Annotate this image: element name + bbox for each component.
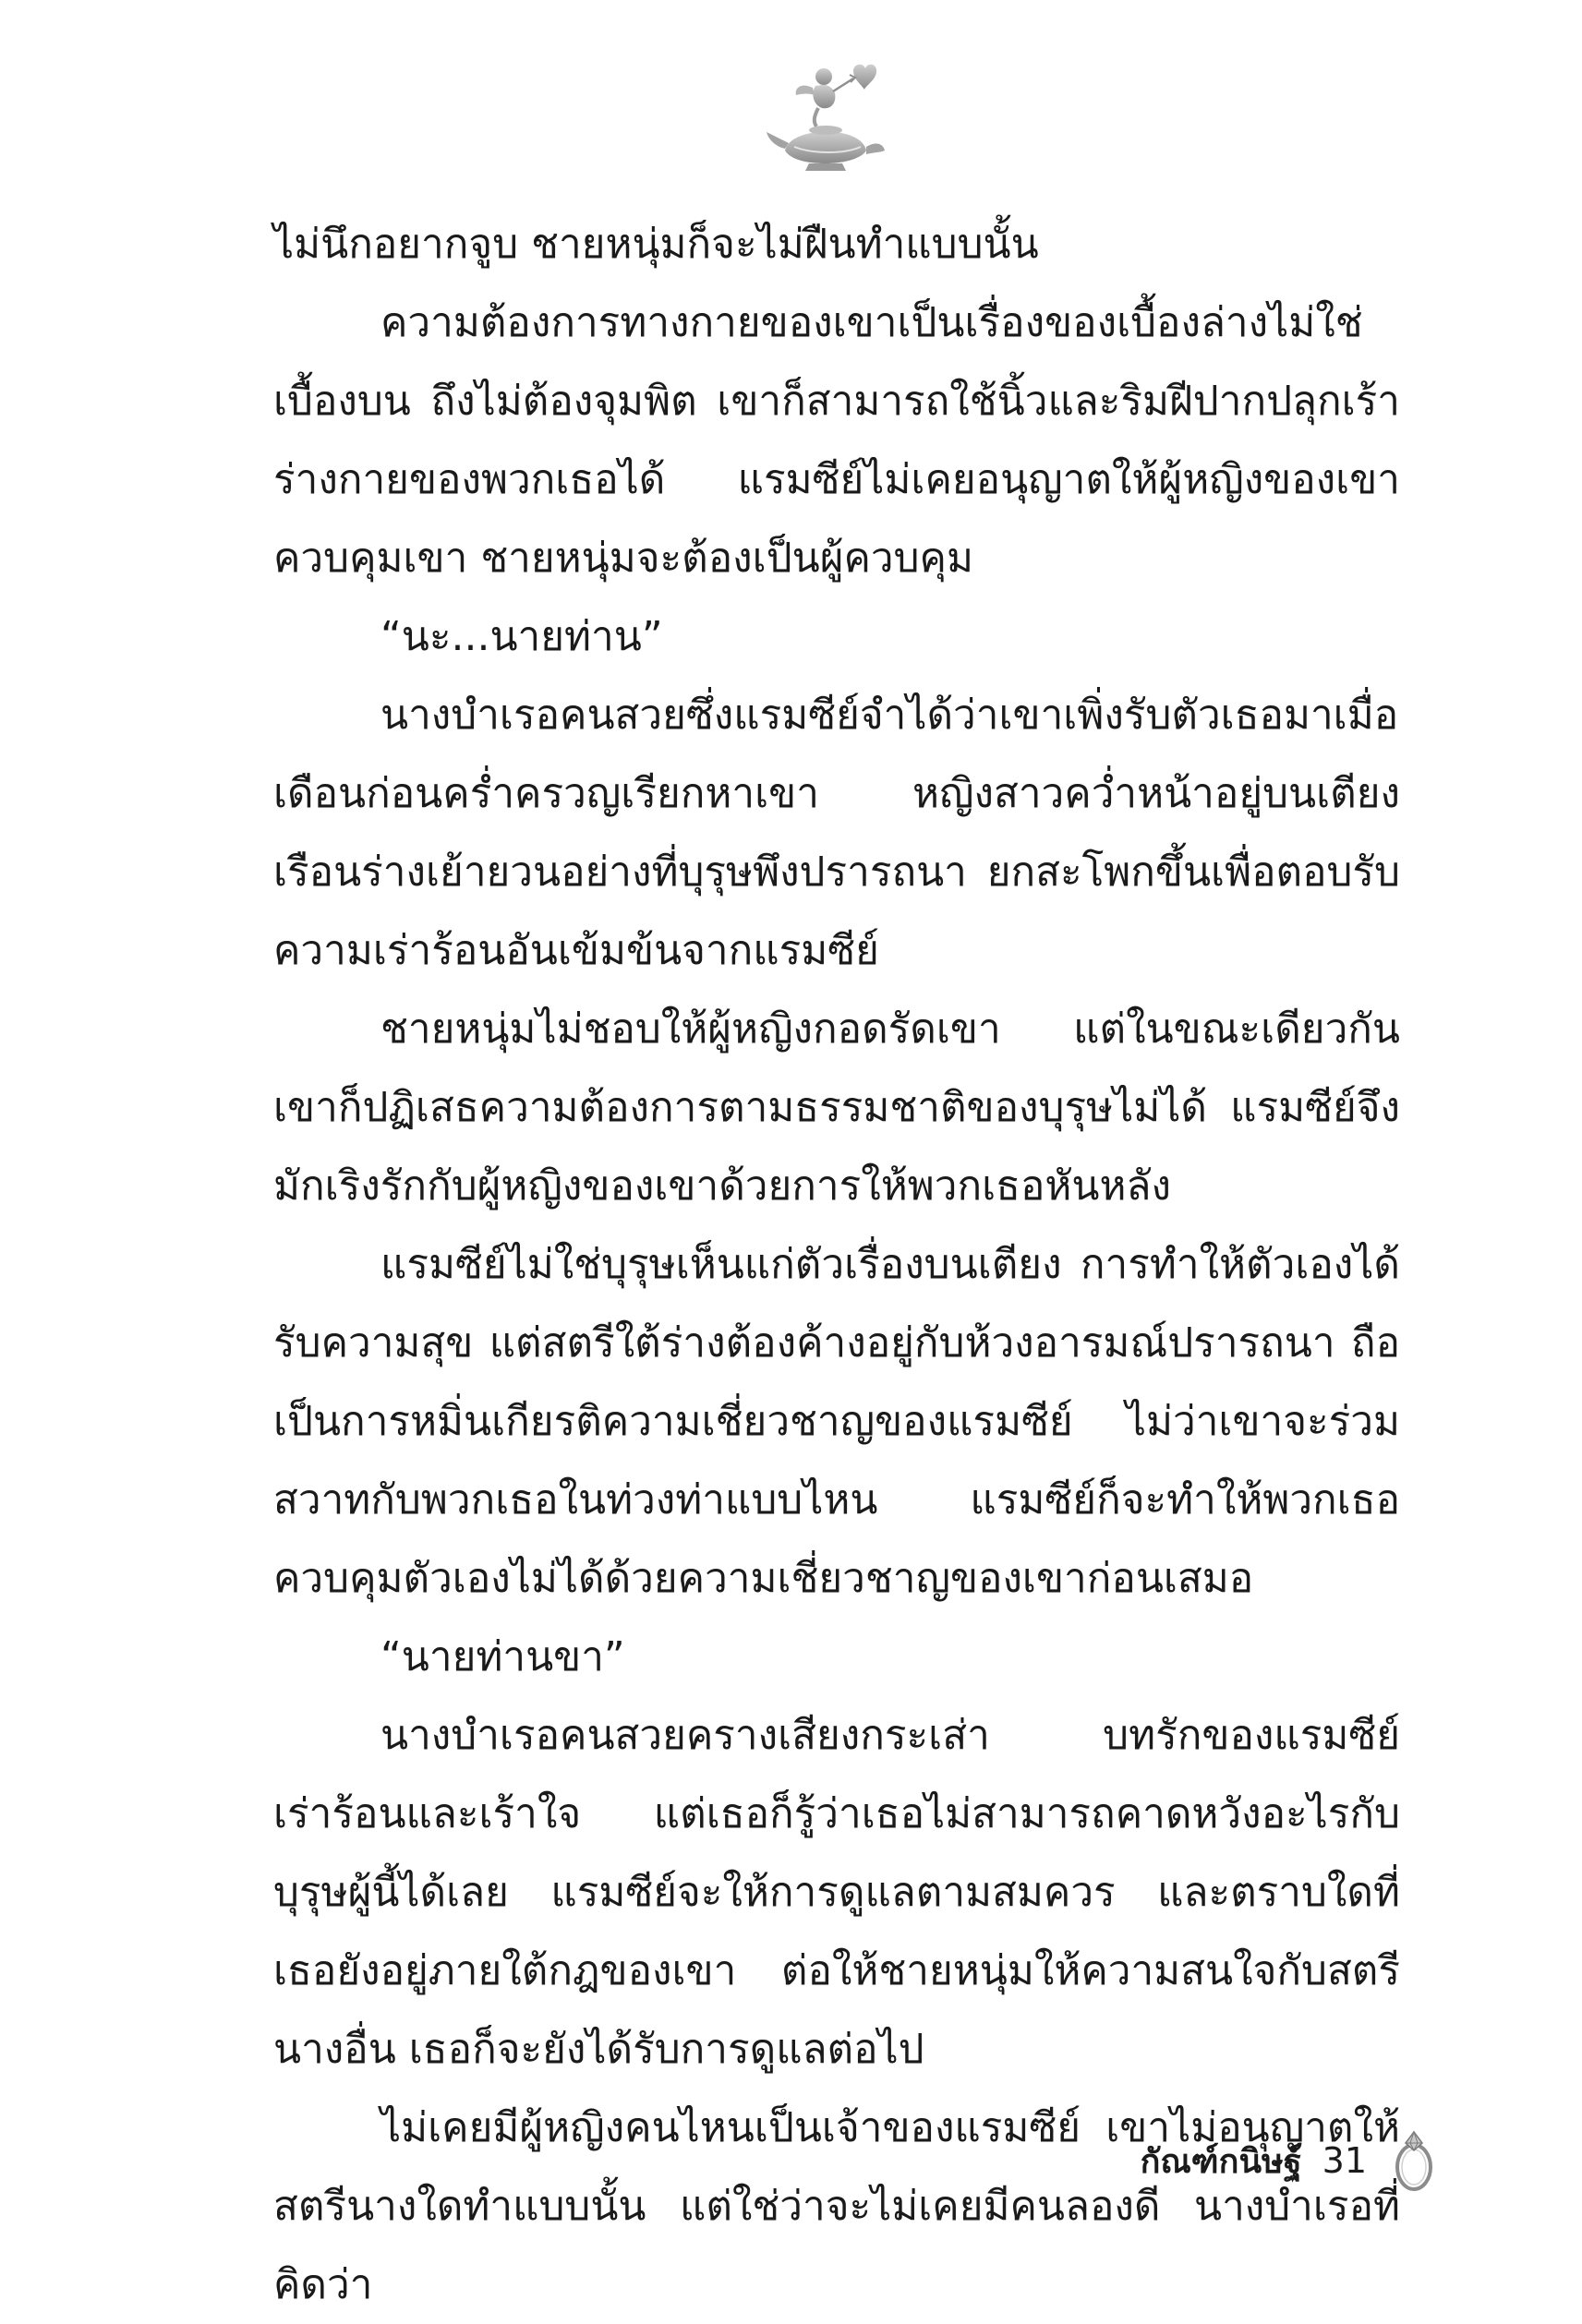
diamond-ring-icon [1387,2128,1441,2193]
paragraph: ชายหนุ่มไม่ชอบให้ผู้หญิงกอดรัดเขา แต่ในขณะเดียวกันเขาก็ปฏิเสธความต้องการตามธรรมชาติของบุรุษไม่ได้ แรมซีย์จึงมักเริงรักกับผู้หญิงของเขาด้วยการให้พวกเธอหันหลัง [273,1005,1400,1210]
paragraph: “นายท่านขา” [380,1633,625,1680]
paragraph: แรมซีย์ไม่ใช่บุรุษเห็นแก่ตัวเรื่องบนเตียง การทำให้ตัวเองได้รับความสุข แต่สตรีใต้ร่างต้องค้างอยู่กับห้วงอารมณ์ปรารถนา ถือเป็นการหมิ่นเกียรติความเชี่ยวชาญของแรมซีย์ ไม่ว่าเขาจะร่วมสวาทกับพวกเธอในท่วงท่าแบบไหน แรมซีย์ก็จะทำให้พวกเธอควบคุมตัวเองไม่ได้ด้วยความเชี่ยวชาญของเขาก่อนเสมอ [273,1241,1400,1602]
page-number: 31 [1322,2140,1367,2181]
paragraph: ความต้องการทางกายของเขาเป็นเรื่องของเบื้องล่างไม่ใช่เบื้องบน ถึงไม่ต้องจุมพิต เขาก็สามารถใช้นิ้วและริมฝีปากปลุกเร้าร่างกายของพวกเธอได้ แรมซีย์ไม่เคยอนุญาตให้ผู้หญิงของเขาควบคุมเขา ชายหนุ่มจะต้องเป็นผู้ควบคุม [273,299,1400,582]
paragraph: ไม่เคยมีผู้หญิงคนไหนเป็นเจ้าของแรมซีย์ เขาไม่อนุญาตให้สตรีนางใดทำแบบนั้น แต่ใช่ว่าจะไม่เคยมีคนลองดี นางบำเรอที่คิดว่า [273,2104,1400,2308]
paragraph: “นะ...นายท่าน” [380,613,663,660]
cupid-teapot-ornament-icon [757,51,896,189]
paragraph: นางบำเรอคนสวยครางเสียงกระเส่า บทรักของแรมซีย์เร่าร้อนและเร้าใจ แต่เธอก็รู้ว่าเธอไม่สามารถคาดหวังอะไรกับบุรุษผู้นี้ได้เลย แรมซีย์จะให้การดูแลตามสมควร และตราบใดที่เธอยังอยู่ภายใต้กฎของเขา ต่อให้ชายหนุ่มให้ความสนใจกับสตรีนางอื่น เธอก็จะยังได้รับการดูแลต่อไป [273,1712,1400,2073]
body-text [273,205,1400,2324]
book-title: กัณฑ์กนิษฐ์ [1140,2142,1302,2181]
paragraph: ไม่นึกอยากจูบ ชายหนุ่มก็จะไม่ฝืนทำแบบนั้น [273,221,1039,268]
paragraph: นางบำเรอคนสวยซึ่งแรมซีย์จำได้ว่าเขาเพิ่งรับตัวเธอมาเมื่อเดือนก่อนคร่ำครวญเรียกหาเขา หญิงสาวคว่ำหน้าอยู่บนเตียง เรือนร่างเย้ายวนอย่างที่บุรุษพึงปรารถนา ยกสะโพกขึ้นเพื่อตอบรับความเร่าร้อนอันเข้มข้นจากแรมซีย์ [273,692,1400,974]
page-footer [1090,2124,1441,2198]
